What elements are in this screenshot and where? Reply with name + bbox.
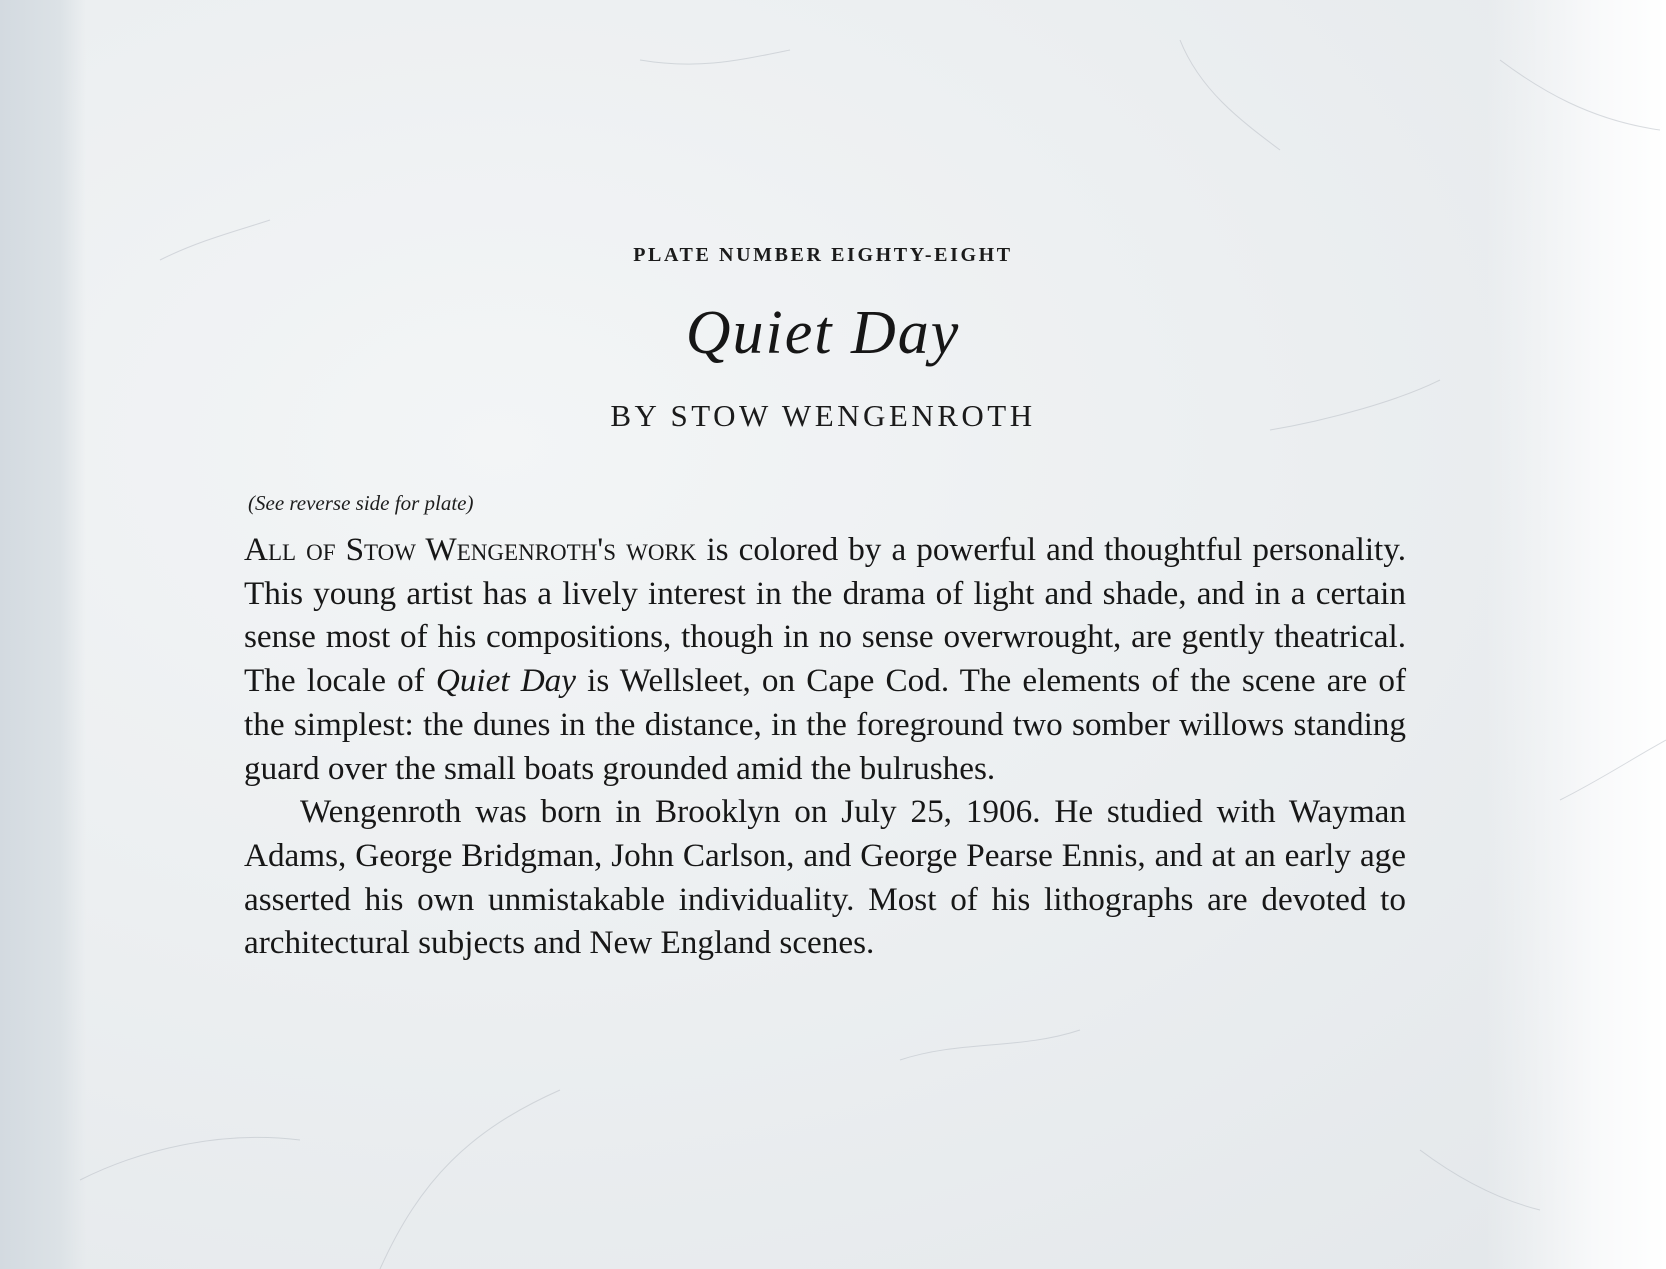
paragraph-text: is colored by a powerful and thoughtful personality. This young artist has a lively interest in the drama of light and shade, and in a certain sense most of his compositions, though in no sense overwrought, are gently theatrical. The locale of <box>244 531 1407 700</box>
description-paragraph <box>244 528 1406 790</box>
italic-title-reference: Quiet Day <box>435 662 577 700</box>
article-body <box>244 528 1406 965</box>
biography-paragraph: Wengenroth was born in Brooklyn on July 25, 1906. He studied with Wayman Adams, George Bridgman, John Carlson, and George Pearse Ennis, and at an early age asserted his own unmistakable individuality. Most of his lithographs are devoted to architectural subjects and New England scenes. <box>244 793 1406 962</box>
plate-number-heading: PLATE NUMBER EIGHTY-EIGHT <box>633 244 1013 266</box>
see-reverse-note: (See reverse side for plate) <box>248 491 474 515</box>
artist-byline: BY STOW WENGENROTH <box>610 398 1036 433</box>
artwork-title: Quiet Day <box>685 299 961 367</box>
lead-in-small-caps: All of Stow Wengenroth's work <box>244 531 697 568</box>
paragraph-text: is Wellsleet, on Cape Cod. The elements of the scene are of the simplest: the dunes in the distance, in the foreground two somber willows standing guard over the small boats grounded amid the bulrushes. <box>244 662 1407 787</box>
